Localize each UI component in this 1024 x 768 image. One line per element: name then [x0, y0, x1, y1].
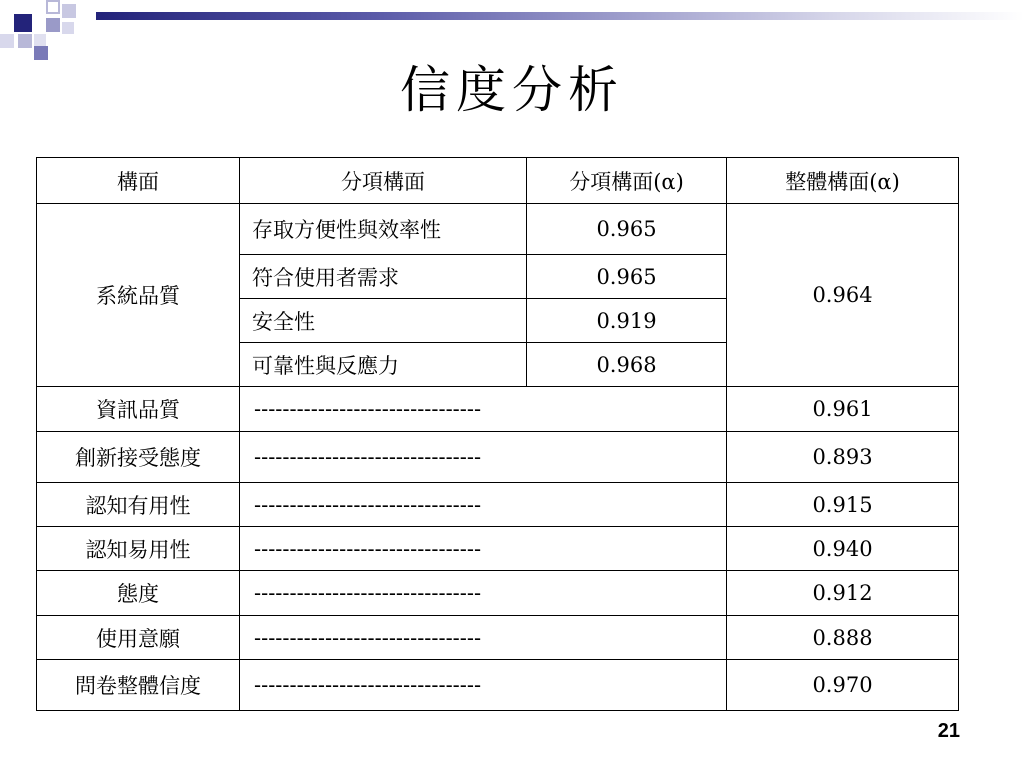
construct-cell: 使用意願 [37, 616, 240, 660]
overall-alpha-cell: 0.915 [727, 483, 959, 527]
sub-alpha-cell: 0.965 [527, 204, 727, 255]
sub-construct-cell: 安全性 [240, 299, 527, 343]
overall-alpha-cell: 0.970 [727, 660, 959, 711]
overall-alpha-cell: 0.893 [727, 432, 959, 483]
construct-cell: 創新接受態度 [37, 432, 240, 483]
corner-square [34, 34, 46, 46]
dash-placeholder: -------------------------------- [240, 483, 727, 527]
header-rule [96, 12, 1024, 20]
dash-placeholder: -------------------------------- [240, 571, 727, 616]
dash-placeholder: -------------------------------- [240, 387, 727, 432]
construct-cell: 資訊品質 [37, 387, 240, 432]
table-row [37, 660, 959, 711]
construct-cell: 系統品質 [37, 204, 240, 387]
overall-alpha-cell: 0.961 [727, 387, 959, 432]
table-row [37, 616, 959, 660]
table-row [37, 483, 959, 527]
overall-alpha-cell: 0.888 [727, 616, 959, 660]
sub-construct-cell: 存取方便性與效率性 [240, 204, 527, 255]
construct-cell: 認知有用性 [37, 483, 240, 527]
dash-placeholder: -------------------------------- [240, 527, 727, 571]
overall-alpha-cell: 0.964 [727, 204, 959, 387]
header-cell: 整體構面(α) [727, 158, 959, 204]
header-cell: 分項構面 [240, 158, 527, 204]
corner-square [46, 18, 60, 32]
corner-square [62, 22, 74, 34]
construct-cell: 問卷整體信度 [37, 660, 240, 711]
overall-alpha-cell: 0.912 [727, 571, 959, 616]
header-cell: 構面 [37, 158, 240, 204]
slide-title: 信度分析 [400, 61, 624, 119]
table-header-row [37, 158, 959, 204]
construct-cell: 態度 [37, 571, 240, 616]
table-row [37, 527, 959, 571]
table-row [37, 432, 959, 483]
corner-square [18, 34, 32, 48]
corner-square [0, 34, 14, 48]
table-row [37, 204, 959, 255]
sub-alpha-cell: 0.968 [527, 343, 727, 387]
dash-placeholder: -------------------------------- [240, 660, 727, 711]
corner-square [14, 14, 32, 32]
corner-square [62, 4, 76, 18]
corner-square [46, 0, 60, 14]
sub-construct-cell: 符合使用者需求 [240, 255, 527, 299]
page-number: 21 [937, 720, 960, 742]
sub-alpha-cell: 0.919 [527, 299, 727, 343]
sub-construct-cell: 可靠性與反應力 [240, 343, 527, 387]
dash-placeholder: -------------------------------- [240, 432, 727, 483]
overall-alpha-cell: 0.940 [727, 527, 959, 571]
sub-alpha-cell: 0.965 [527, 255, 727, 299]
construct-cell: 認知易用性 [37, 527, 240, 571]
table-row [37, 571, 959, 616]
header-cell: 分項構面(α) [527, 158, 727, 204]
dash-placeholder: -------------------------------- [240, 616, 727, 660]
table-row [37, 387, 959, 432]
reliability-table [36, 157, 959, 711]
